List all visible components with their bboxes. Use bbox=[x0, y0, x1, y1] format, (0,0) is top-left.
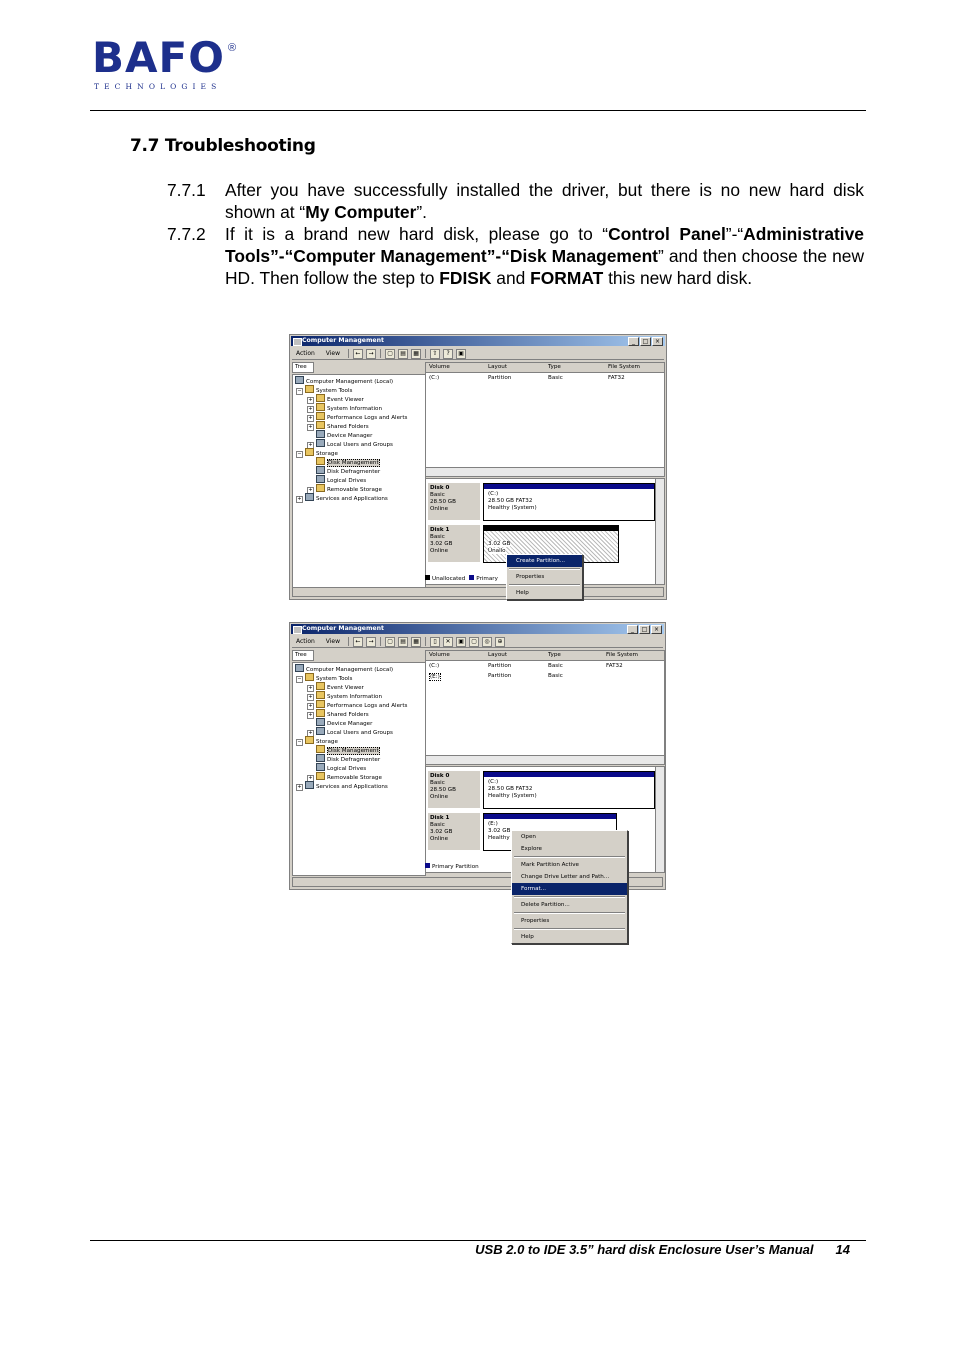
legend bbox=[425, 575, 498, 582]
column-header[interactable]: Type bbox=[548, 364, 561, 370]
disk-management-icon bbox=[316, 457, 325, 465]
menu-separator bbox=[514, 856, 625, 858]
expand-icon[interactable]: + bbox=[297, 496, 302, 502]
column-header[interactable]: Layout bbox=[488, 652, 508, 658]
partition-size: 28.50 GB FAT32 bbox=[488, 498, 533, 504]
tree-node-label: System Tools bbox=[316, 676, 353, 682]
disk-name: Disk 1 bbox=[430, 815, 450, 821]
users-icon bbox=[316, 439, 325, 447]
menu-toolbar bbox=[292, 636, 663, 648]
removable-storage-icon bbox=[316, 484, 325, 492]
menu-item-create-partition[interactable]: Create Partition... bbox=[507, 555, 582, 567]
zoom-icon[interactable]: ⊕ bbox=[495, 637, 505, 647]
partition-info bbox=[484, 489, 654, 514]
back-icon[interactable]: ← bbox=[353, 637, 363, 647]
tree-node-label: Device Manager bbox=[327, 721, 373, 727]
expand-icon[interactable]: + bbox=[308, 406, 313, 412]
forward-icon[interactable]: → bbox=[366, 349, 376, 359]
partition-size: 28.50 GB FAT32 bbox=[488, 786, 533, 792]
menu-item-format[interactable]: Format... bbox=[512, 883, 627, 895]
partition-size: 3.02 GB bbox=[488, 541, 511, 547]
shared-folder-icon bbox=[316, 709, 325, 717]
horizontal-scrollbar[interactable] bbox=[426, 755, 664, 764]
partition-info bbox=[484, 777, 654, 802]
tree-node-label: Services and Applications bbox=[316, 496, 388, 502]
menu-action[interactable]: Action bbox=[296, 638, 315, 645]
disk-size: 28.50 GB bbox=[430, 499, 456, 505]
minimize-icon[interactable]: _ bbox=[627, 625, 638, 634]
menu-separator bbox=[509, 568, 580, 570]
maximize-icon[interactable]: □ bbox=[640, 337, 651, 346]
tree-node-label: Event Viewer bbox=[327, 685, 364, 691]
properties-icon[interactable]: ▦ bbox=[411, 637, 421, 647]
legend-label: Primary Partition bbox=[432, 864, 479, 870]
menu-separator bbox=[514, 912, 625, 914]
collapse-icon[interactable]: − bbox=[297, 676, 302, 682]
tree-node-label: Local Users and Groups bbox=[327, 730, 393, 736]
defragmenter-icon bbox=[316, 754, 325, 762]
text-run: this new hard disk. bbox=[603, 268, 753, 288]
legend-item bbox=[425, 863, 479, 870]
tree-node-label: Disk Management bbox=[328, 748, 379, 754]
legend-item bbox=[469, 575, 498, 582]
disk-state: Online bbox=[430, 548, 449, 554]
menu-item-help[interactable]: Help bbox=[521, 934, 534, 940]
tree-node-label: Computer Management (Local) bbox=[306, 667, 394, 673]
tab-tree[interactable]: Tree bbox=[292, 650, 314, 661]
disk-name: Disk 1 bbox=[430, 527, 450, 533]
cell: (C:) bbox=[429, 663, 440, 669]
disk-state: Online bbox=[430, 836, 449, 842]
toolbar-separator bbox=[348, 637, 349, 646]
disk-type: Basic bbox=[430, 780, 445, 786]
storage-icon bbox=[305, 736, 314, 744]
cell: Partition bbox=[488, 663, 512, 669]
menu-item-open[interactable]: Open bbox=[521, 834, 536, 840]
disk-type: Basic bbox=[430, 492, 445, 498]
horizontal-scrollbar[interactable] bbox=[426, 467, 664, 476]
toolbar-separator bbox=[380, 349, 381, 358]
device-manager-icon bbox=[316, 718, 325, 726]
cell: FAT32 bbox=[606, 663, 623, 669]
header-rule bbox=[90, 110, 866, 111]
vertical-scrollbar[interactable] bbox=[655, 767, 664, 872]
back-icon[interactable]: ← bbox=[353, 349, 363, 359]
column-header[interactable]: Volume bbox=[429, 364, 450, 370]
text-run: and bbox=[491, 268, 531, 288]
text-bold: Control Panel bbox=[608, 224, 726, 244]
screenshot-create-partition bbox=[289, 334, 667, 600]
step-7-7-1 bbox=[167, 179, 864, 223]
delete-icon[interactable]: ✕ bbox=[443, 637, 453, 647]
legend-label: Unallocated bbox=[432, 576, 466, 582]
text-run: ”-“ bbox=[725, 224, 744, 244]
disk-state: Online bbox=[430, 794, 449, 800]
cell: (E:) bbox=[430, 674, 440, 680]
menu-view[interactable]: View bbox=[325, 350, 341, 357]
bafo-logo bbox=[92, 33, 252, 96]
volume-list-header bbox=[426, 363, 664, 373]
expand-icon[interactable]: + bbox=[308, 397, 313, 403]
menu-item-help[interactable]: Help bbox=[516, 590, 529, 596]
step-7-7-2 bbox=[167, 223, 864, 289]
expand-icon[interactable]: + bbox=[297, 784, 302, 790]
tree-node-label: Disk Defragmenter bbox=[327, 469, 381, 475]
page-number: 14 bbox=[835, 1242, 850, 1257]
system-info-icon bbox=[316, 403, 325, 411]
tree-node-label: Storage bbox=[316, 739, 338, 745]
window-title: Computer Management bbox=[302, 337, 384, 344]
cell: FAT32 bbox=[608, 375, 625, 381]
console-tree bbox=[292, 374, 426, 588]
expand-icon[interactable]: + bbox=[308, 712, 313, 718]
disk-1-label[interactable] bbox=[428, 813, 480, 850]
step-text bbox=[225, 223, 864, 289]
screenshot-format-partition bbox=[289, 622, 666, 940]
menu-toolbar bbox=[292, 348, 664, 360]
tools-icon bbox=[305, 385, 314, 393]
step-number: 7.7.2 bbox=[167, 224, 206, 244]
window-titlebar bbox=[291, 624, 664, 634]
console-icon[interactable]: ▣ bbox=[456, 349, 466, 359]
defragmenter-icon bbox=[316, 466, 325, 474]
expand-icon[interactable]: + bbox=[308, 487, 313, 493]
cell: Partition bbox=[488, 673, 512, 679]
properties2-icon[interactable]: ▣ bbox=[456, 637, 466, 647]
disk-0-label[interactable] bbox=[428, 771, 480, 808]
text-run: ” and then choose the new HD. Then follow the step to bbox=[225, 246, 865, 288]
menu-item-properties[interactable]: Properties bbox=[516, 574, 545, 580]
device-manager-icon bbox=[316, 430, 325, 438]
folder-icon[interactable]: ▢ bbox=[469, 637, 479, 647]
export-icon[interactable]: ⇧ bbox=[430, 349, 440, 359]
expand-icon[interactable]: + bbox=[308, 415, 313, 421]
column-header[interactable]: Type bbox=[548, 652, 561, 658]
tree-node-label: Storage bbox=[316, 451, 338, 457]
disk-type: Basic bbox=[430, 822, 445, 828]
menu-item-delete-partition[interactable]: Delete Partition... bbox=[521, 902, 570, 908]
menu-action[interactable]: Action bbox=[296, 350, 315, 357]
event-viewer-icon bbox=[316, 682, 325, 690]
system-info-icon bbox=[316, 691, 325, 699]
tree-node-label: Removable Storage bbox=[327, 487, 382, 493]
partition-volume: (E:) bbox=[488, 821, 498, 827]
column-header[interactable]: Layout bbox=[488, 364, 508, 370]
close-icon[interactable]: × bbox=[651, 625, 662, 634]
disk-name: Disk 0 bbox=[430, 485, 450, 491]
cell: (C:) bbox=[429, 375, 440, 381]
minimize-icon[interactable]: _ bbox=[628, 337, 639, 346]
menu-separator bbox=[514, 928, 625, 930]
storage-icon bbox=[305, 448, 314, 456]
text-run: After you have successfully installed the driver, but there is no new hard disk shown at “ bbox=[225, 180, 864, 222]
status-bar bbox=[292, 587, 664, 597]
performance-icon bbox=[316, 700, 325, 708]
shared-folder-icon bbox=[316, 421, 325, 429]
page-icon[interactable]: ▯ bbox=[430, 637, 440, 647]
partition-c[interactable] bbox=[483, 483, 655, 521]
menu-item-properties[interactable]: Properties bbox=[521, 918, 550, 924]
forward-icon[interactable]: → bbox=[366, 637, 376, 647]
tree-node-label: Local Users and Groups bbox=[327, 442, 393, 448]
event-viewer-icon bbox=[316, 394, 325, 402]
menu-separator bbox=[509, 584, 580, 586]
disk-size: 3.02 GB bbox=[430, 541, 453, 547]
computer-icon bbox=[293, 626, 302, 634]
text-bold: Administrative Tools”-“Computer Management”-“Disk Management bbox=[225, 224, 864, 266]
logo-word: BAFO bbox=[92, 33, 225, 82]
cell: Basic bbox=[548, 673, 563, 679]
disk-0-label[interactable] bbox=[428, 483, 480, 520]
expand-icon[interactable]: + bbox=[308, 730, 313, 736]
menu-separator bbox=[514, 896, 625, 898]
window-title: Computer Management bbox=[302, 625, 384, 632]
text-bold: My Computer bbox=[305, 202, 417, 222]
step-number: 7.7.1 bbox=[167, 180, 206, 200]
up-folder-icon[interactable]: ▢ bbox=[385, 637, 395, 647]
help-icon[interactable]: ? bbox=[443, 349, 453, 359]
logical-drives-icon bbox=[316, 763, 325, 771]
collapse-icon[interactable]: − bbox=[297, 388, 302, 394]
tree-node[interactable] bbox=[296, 781, 388, 792]
tree-node-label: Disk Defragmenter bbox=[327, 757, 381, 763]
legend-swatch bbox=[425, 863, 430, 868]
section-title: 7.7 Troubleshooting bbox=[130, 136, 316, 156]
partition-info bbox=[484, 531, 618, 555]
expand-icon[interactable]: + bbox=[308, 775, 313, 781]
removable-storage-icon bbox=[316, 772, 325, 780]
performance-icon bbox=[316, 412, 325, 420]
partition-health: Healthy (System) bbox=[488, 793, 537, 799]
text-bold: FORMAT bbox=[530, 268, 604, 288]
tree-node-label: Disk Management bbox=[328, 460, 379, 466]
tree-node[interactable] bbox=[296, 493, 388, 504]
text-bold: FDISK bbox=[439, 268, 492, 288]
tab-tree[interactable]: Tree bbox=[292, 362, 314, 373]
tree-node-label: Performance Logs and Alerts bbox=[327, 415, 408, 421]
column-header[interactable]: Volume bbox=[429, 652, 450, 658]
services-icon bbox=[305, 781, 314, 789]
computer-icon bbox=[295, 664, 304, 672]
show-tree-icon[interactable]: ▤ bbox=[398, 637, 408, 647]
volume-list bbox=[425, 650, 665, 765]
users-icon bbox=[316, 727, 325, 735]
context-menu bbox=[506, 554, 583, 600]
disk-size: 3.02 GB bbox=[430, 829, 453, 835]
disk-name: Disk 0 bbox=[430, 773, 450, 779]
services-icon bbox=[305, 493, 314, 501]
column-header[interactable]: File System bbox=[606, 652, 638, 658]
text-run: If it is a brand new hard disk, please go to “ bbox=[225, 224, 609, 244]
cell: Basic bbox=[548, 663, 563, 669]
search-icon[interactable]: ◎ bbox=[482, 637, 492, 647]
disk-1-label[interactable] bbox=[428, 525, 480, 562]
tree-node-label: Shared Folders bbox=[327, 712, 369, 718]
column-header[interactable]: File System bbox=[608, 364, 640, 370]
expand-icon[interactable]: + bbox=[308, 703, 313, 709]
tree-node-label: Shared Folders bbox=[327, 424, 369, 430]
expand-icon[interactable]: + bbox=[308, 442, 313, 448]
show-tree-icon[interactable]: ▤ bbox=[398, 349, 408, 359]
volume-list-header bbox=[426, 651, 664, 661]
disk-management-icon bbox=[316, 745, 325, 753]
page-footer bbox=[90, 1241, 850, 1259]
partition-health: Healthy bbox=[488, 835, 510, 841]
volume-list bbox=[425, 362, 665, 477]
tree-node-label: Services and Applications bbox=[316, 784, 388, 790]
tree-node-label: System Tools bbox=[316, 388, 353, 394]
collapse-icon[interactable]: − bbox=[297, 739, 302, 745]
legend-swatch bbox=[469, 575, 474, 580]
tools-icon bbox=[305, 673, 314, 681]
menu-item-mark-active[interactable]: Mark Partition Active bbox=[521, 862, 579, 868]
disk-type: Basic bbox=[430, 534, 445, 540]
console-tree bbox=[292, 662, 426, 876]
text-run: ”. bbox=[416, 202, 427, 222]
toolbar-separator bbox=[348, 349, 349, 358]
computer-icon bbox=[295, 376, 304, 384]
maximize-icon[interactable]: □ bbox=[639, 625, 650, 634]
computer-icon bbox=[293, 338, 302, 346]
registered-mark: ® bbox=[228, 42, 237, 54]
up-folder-icon[interactable]: ▢ bbox=[385, 349, 395, 359]
tree-node-label: Performance Logs and Alerts bbox=[327, 703, 408, 709]
partition-health: Healthy (System) bbox=[488, 505, 537, 511]
toolbar-separator bbox=[425, 349, 426, 358]
partition-size: 3.02 GB bbox=[488, 828, 511, 834]
expand-icon[interactable]: + bbox=[308, 685, 313, 691]
vertical-scrollbar[interactable] bbox=[655, 479, 664, 584]
partition-state: Unallo bbox=[488, 548, 506, 554]
cell: Basic bbox=[548, 375, 563, 381]
legend-swatch bbox=[425, 575, 430, 580]
menu-item-change-drive-letter[interactable]: Change Drive Letter and Path... bbox=[521, 874, 610, 880]
logo-subtitle: TECHNOLOGIES bbox=[94, 82, 222, 91]
tree-node-label: System Information bbox=[327, 406, 383, 412]
cell: Partition bbox=[488, 375, 512, 381]
properties-icon[interactable]: ▦ bbox=[411, 349, 421, 359]
tree-node-label: Device Manager bbox=[327, 433, 373, 439]
toolbar-separator bbox=[380, 637, 381, 646]
toolbar-separator bbox=[425, 637, 426, 646]
partition-volume: (C:) bbox=[488, 491, 499, 497]
close-icon[interactable]: × bbox=[652, 337, 663, 346]
legend-item bbox=[425, 575, 465, 582]
disk-state: Online bbox=[430, 506, 449, 512]
step-text bbox=[225, 179, 864, 223]
footer-text: USB 2.0 to IDE 3.5” hard disk Enclosure User’s Manual bbox=[475, 1242, 814, 1257]
tree-node-label: Removable Storage bbox=[327, 775, 382, 781]
tree-node-label: System Information bbox=[327, 694, 383, 700]
tree-node-label: Computer Management (Local) bbox=[306, 379, 394, 385]
legend bbox=[425, 863, 479, 870]
tree-node-label: Logical Drives bbox=[327, 478, 367, 484]
partition-volume: (C:) bbox=[488, 779, 499, 785]
expand-icon[interactable]: + bbox=[308, 424, 313, 430]
legend-label: Primary bbox=[476, 576, 498, 582]
tree-node-label: Logical Drives bbox=[327, 766, 367, 772]
menu-view[interactable]: View bbox=[325, 638, 341, 645]
expand-icon[interactable]: + bbox=[308, 694, 313, 700]
window-titlebar bbox=[291, 336, 665, 346]
collapse-icon[interactable]: − bbox=[297, 451, 302, 457]
disk-size: 28.50 GB bbox=[430, 787, 456, 793]
tree-node-label: Event Viewer bbox=[327, 397, 364, 403]
partition-c[interactable] bbox=[483, 771, 655, 809]
context-menu bbox=[511, 830, 628, 944]
menu-item-explore[interactable]: Explore bbox=[521, 846, 542, 852]
logical-drives-icon bbox=[316, 475, 325, 483]
